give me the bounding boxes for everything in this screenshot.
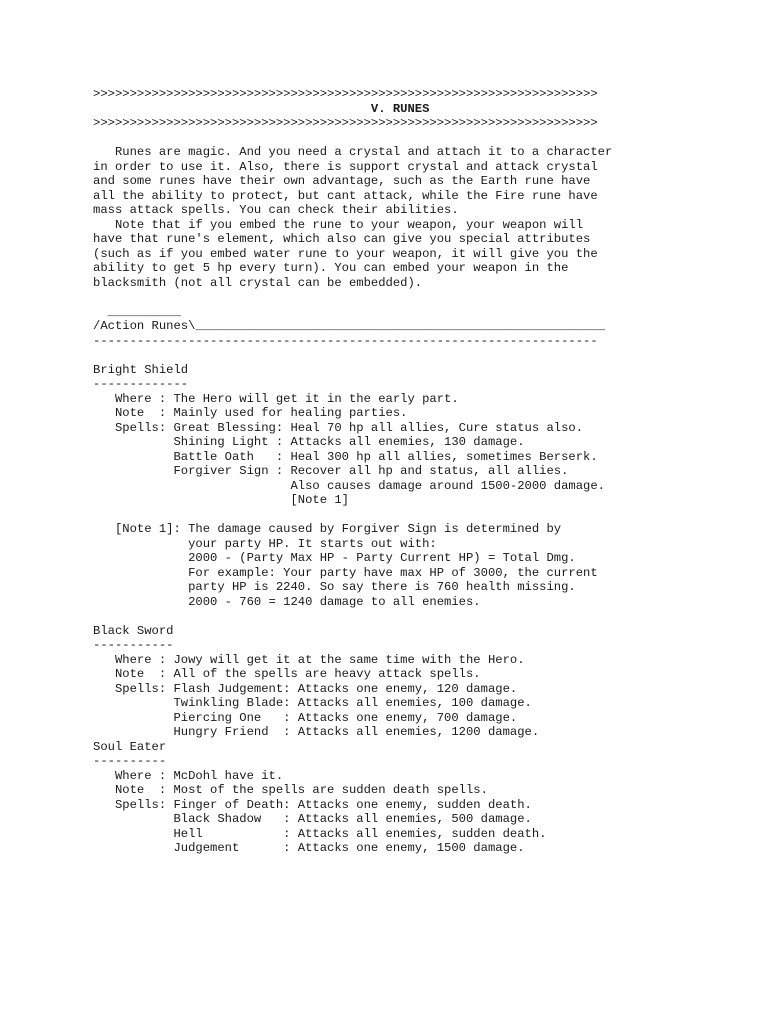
rune-bright-shield: Bright Shield ------------- Where : The Hero will get it in the early part. Note : Mainly used for healing parties. Spells: Great Blessing: Heal 70 hp all allies, Cure status also. Shining Light : Attacks all enemies, 130 damage. Battle Oath : Heal 300 hp all allies, sometimes Berserk. Forgiver Sign : Recover all hp and status, all allies. Also causes damage around 1500-2000 damage. [Note 1] (93, 362, 605, 507)
rune-soul-eater: Soul Eater ---------- Where : McDohl have it. Note : Most of the spells are sudden death spells. Spells: Finger of Death: Attacks one enemy, sudden death. Black Shadow : Attacks all enemies, 500 damage. Hell : Attacks all enemies, sudden death. Judgement : Attacks one enemy, 1500 damage. (93, 739, 547, 855)
section-title-line (93, 102, 371, 116)
rune-black-sword: Black Sword ----------- Where : Jowy will get it at the same time with the Hero. Note : All of the spells are heavy attack spells. Spells: Flash Judgement: Attacks one enemy, 120 damage. Twinkling Blade: Attacks all enemies, 100 damage. Piercing One : Attacks one enemy, 700 damage. Hungry Friend : Attacks all enemies, 1200 damage. (93, 623, 540, 739)
separator-top: >>>>>>>>>>>>>>>>>>>>>>>>>>>>>>>>>>>>>>>>>>>>>>>>>>>>>>>>>>>>>>>>>>>>> (93, 87, 598, 101)
section-title: V. RUNES (370, 101, 430, 116)
intro-paragraph: Runes are magic. And you need a crystal and attach it to a character in order to use it. Also, there is support crystal and attack crystal and some runes have their own advantage, such as the Earth rune have all the ability to protect, but cant attack, while the Fire rune have mass attack spells. You can check their abilities. Note that if you embed the rune to your weapon, your weapon will have that rune's element, which also can give you special attributes (such as if you embed water rune to your weapon, it will give you the ability to get 5 hp every turn). You can embed your weapon in the blacksmith (not all crystal can be embedded). (93, 145, 613, 290)
document-text (93, 87, 612, 856)
action-runes-header: __________ /Action Runes\________________________________________________________ --------------------------------------------------------------------- (93, 304, 605, 348)
note-1: [Note 1]: The damage caused by Forgiver Sign is determined by your party HP. It starts out with: 2000 - (Party Max HP - Party Current HP) = Total Dmg. For example: Your party have max HP of 3000, the current party HP is 2240. So say there is 760 health missing. 2000 - 760 = 1240 damage to all enemies. (114, 522, 598, 609)
separator-bottom: >>>>>>>>>>>>>>>>>>>>>>>>>>>>>>>>>>>>>>>>>>>>>>>>>>>>>>>>>>>>>>>>>>>>> (93, 116, 598, 130)
